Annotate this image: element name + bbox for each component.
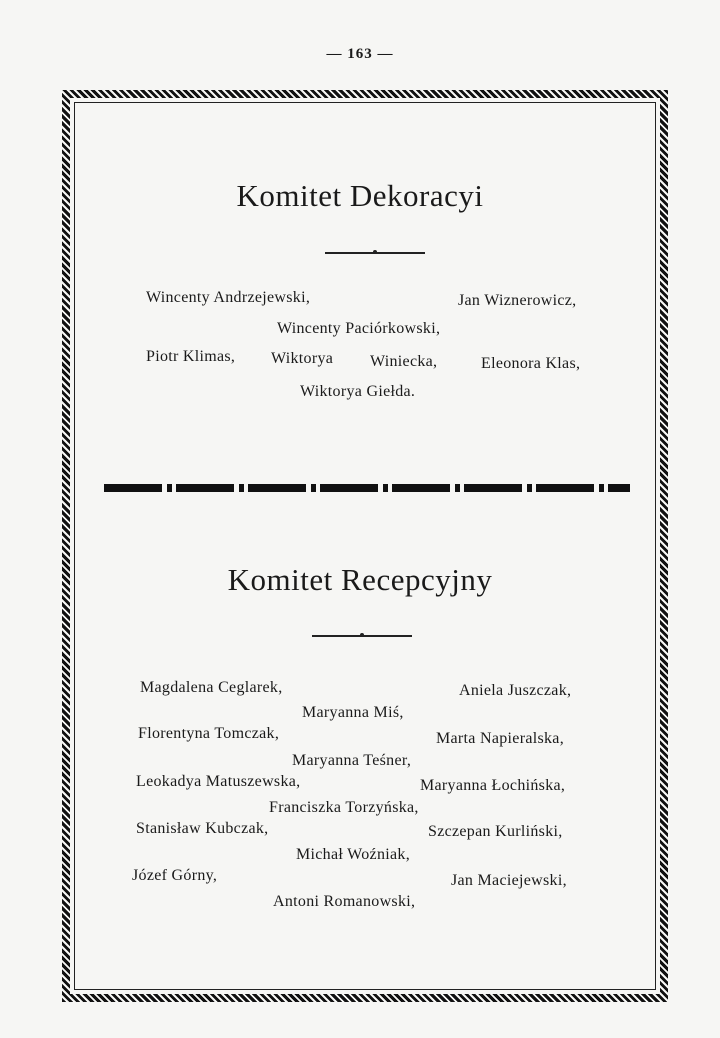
committee-member: Wiktorya bbox=[271, 350, 334, 367]
section-title-recepcyjny: Komitet Recepcyjny bbox=[227, 562, 493, 597]
committee-member: Szczepan Kurliński, bbox=[428, 823, 563, 840]
committee-member: Maryanna Teśner, bbox=[292, 752, 412, 769]
committee-member: Magdalena Ceglarek, bbox=[140, 679, 283, 696]
committee-member: Eleonora Klas, bbox=[481, 355, 581, 372]
committee-member: Marta Napieralska, bbox=[436, 730, 565, 747]
title-underline-rule bbox=[325, 252, 425, 254]
section-title-dekoracyi: Komitet Dekoracyi bbox=[236, 178, 484, 213]
page-number: — 163 — bbox=[326, 46, 394, 62]
section-divider bbox=[104, 484, 630, 492]
committee-member: Maryanna Łochińska, bbox=[420, 777, 566, 794]
committee-member: Wincenty Paciórkowski, bbox=[277, 320, 441, 337]
committee-member: Leokadya Matuszewska, bbox=[136, 773, 301, 790]
committee-member: Jan Wiznerowicz, bbox=[458, 292, 577, 309]
committee-member: Wincenty Andrzejewski, bbox=[146, 289, 311, 306]
committee-member: Jan Maciejewski, bbox=[451, 872, 567, 889]
committee-member: Piotr Klimas, bbox=[146, 348, 236, 365]
committee-member: Florentyna Tomczak, bbox=[138, 725, 280, 742]
committee-member: Stanisław Kubczak, bbox=[136, 820, 269, 837]
committee-member: Józef Górny, bbox=[132, 867, 218, 884]
committee-member: Wiktorya Giełda. bbox=[300, 383, 416, 400]
committee-member: Franciszka Torzyńska, bbox=[269, 799, 419, 816]
committee-member: Antoni Romanowski, bbox=[273, 893, 416, 910]
committee-member: Michał Woźniak, bbox=[296, 846, 410, 863]
title-underline-rule bbox=[312, 635, 412, 637]
committee-member: Winiecka, bbox=[370, 353, 438, 370]
committee-member: Aniela Juszczak, bbox=[459, 682, 572, 699]
committee-member: Maryanna Miś, bbox=[302, 704, 404, 721]
